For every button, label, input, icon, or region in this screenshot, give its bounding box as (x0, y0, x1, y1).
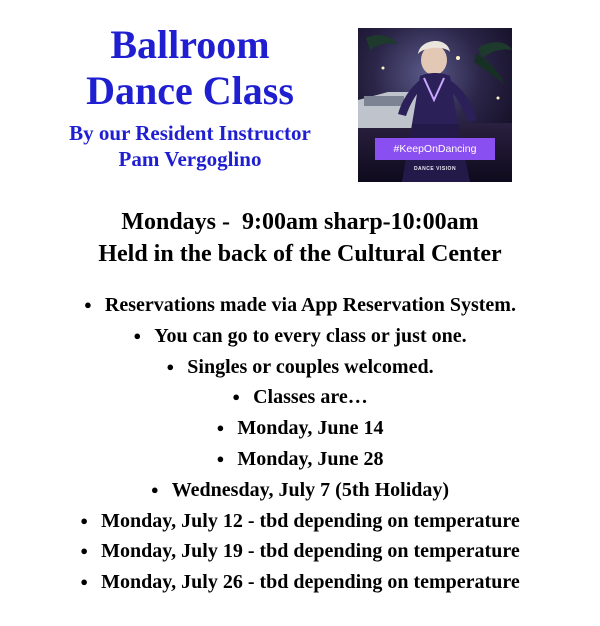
list-item (0, 321, 600, 352)
bullet-icon: ● (80, 574, 89, 590)
page-title-line-2: Dance Class (86, 68, 294, 113)
brand-logo: DANCE VISION (413, 166, 457, 172)
list-item (0, 382, 600, 413)
list-item-text: You can go to every class or just one. (154, 324, 467, 347)
class-info-list (0, 290, 600, 598)
list-item (0, 413, 600, 444)
promo-photo (358, 28, 512, 182)
list-item-text: Wednesday, July 7 (5th Holiday) (171, 478, 450, 501)
bullet-icon: ● (216, 420, 225, 436)
instructor-name: Pam Vergoglino (118, 147, 262, 171)
hashtag-banner: #KeepOnDancing (375, 138, 495, 160)
bullet-icon: ● (133, 327, 142, 343)
schedule-time: Mondays - 9:00am sharp-10:00am (121, 209, 479, 235)
list-item (0, 290, 600, 321)
list-item-text: Monday, June 14 (237, 417, 384, 440)
bullet-icon: ● (80, 512, 89, 528)
bullet-icon: ● (150, 481, 159, 497)
bullet-icon: ● (232, 389, 241, 405)
list-item (0, 444, 600, 475)
instructor-byline: By our Resident Instructor (69, 121, 311, 145)
bullet-icon: ● (166, 358, 175, 374)
bullet-icon: ● (84, 297, 92, 312)
list-item-text: Monday, July 12 - tbd depending on temperature (101, 509, 520, 532)
list-item-text: Monday, July 19 - tbd depending on temperature (101, 540, 520, 563)
page-title-line-1: Ballroom (110, 22, 270, 67)
bullet-icon: ● (216, 450, 225, 466)
list-item-text: Singles or couples welcomed. (187, 355, 434, 378)
list-item-text: Monday, June 28 (237, 447, 384, 470)
list-item (0, 536, 600, 567)
list-item-text: Monday, July 26 - tbd depending on temperature (101, 571, 520, 594)
list-item (0, 475, 600, 506)
bullet-icon: ● (80, 543, 89, 559)
schedule (0, 206, 600, 270)
list-item-text: Classes are… (253, 386, 368, 409)
list-item (0, 567, 600, 598)
header (20, 22, 360, 172)
list-item (0, 352, 600, 383)
list-item (0, 506, 600, 537)
schedule-location: Held in the back of the Cultural Center (98, 241, 502, 267)
list-item-text: Reservations made via App Reservation System. (104, 294, 516, 316)
